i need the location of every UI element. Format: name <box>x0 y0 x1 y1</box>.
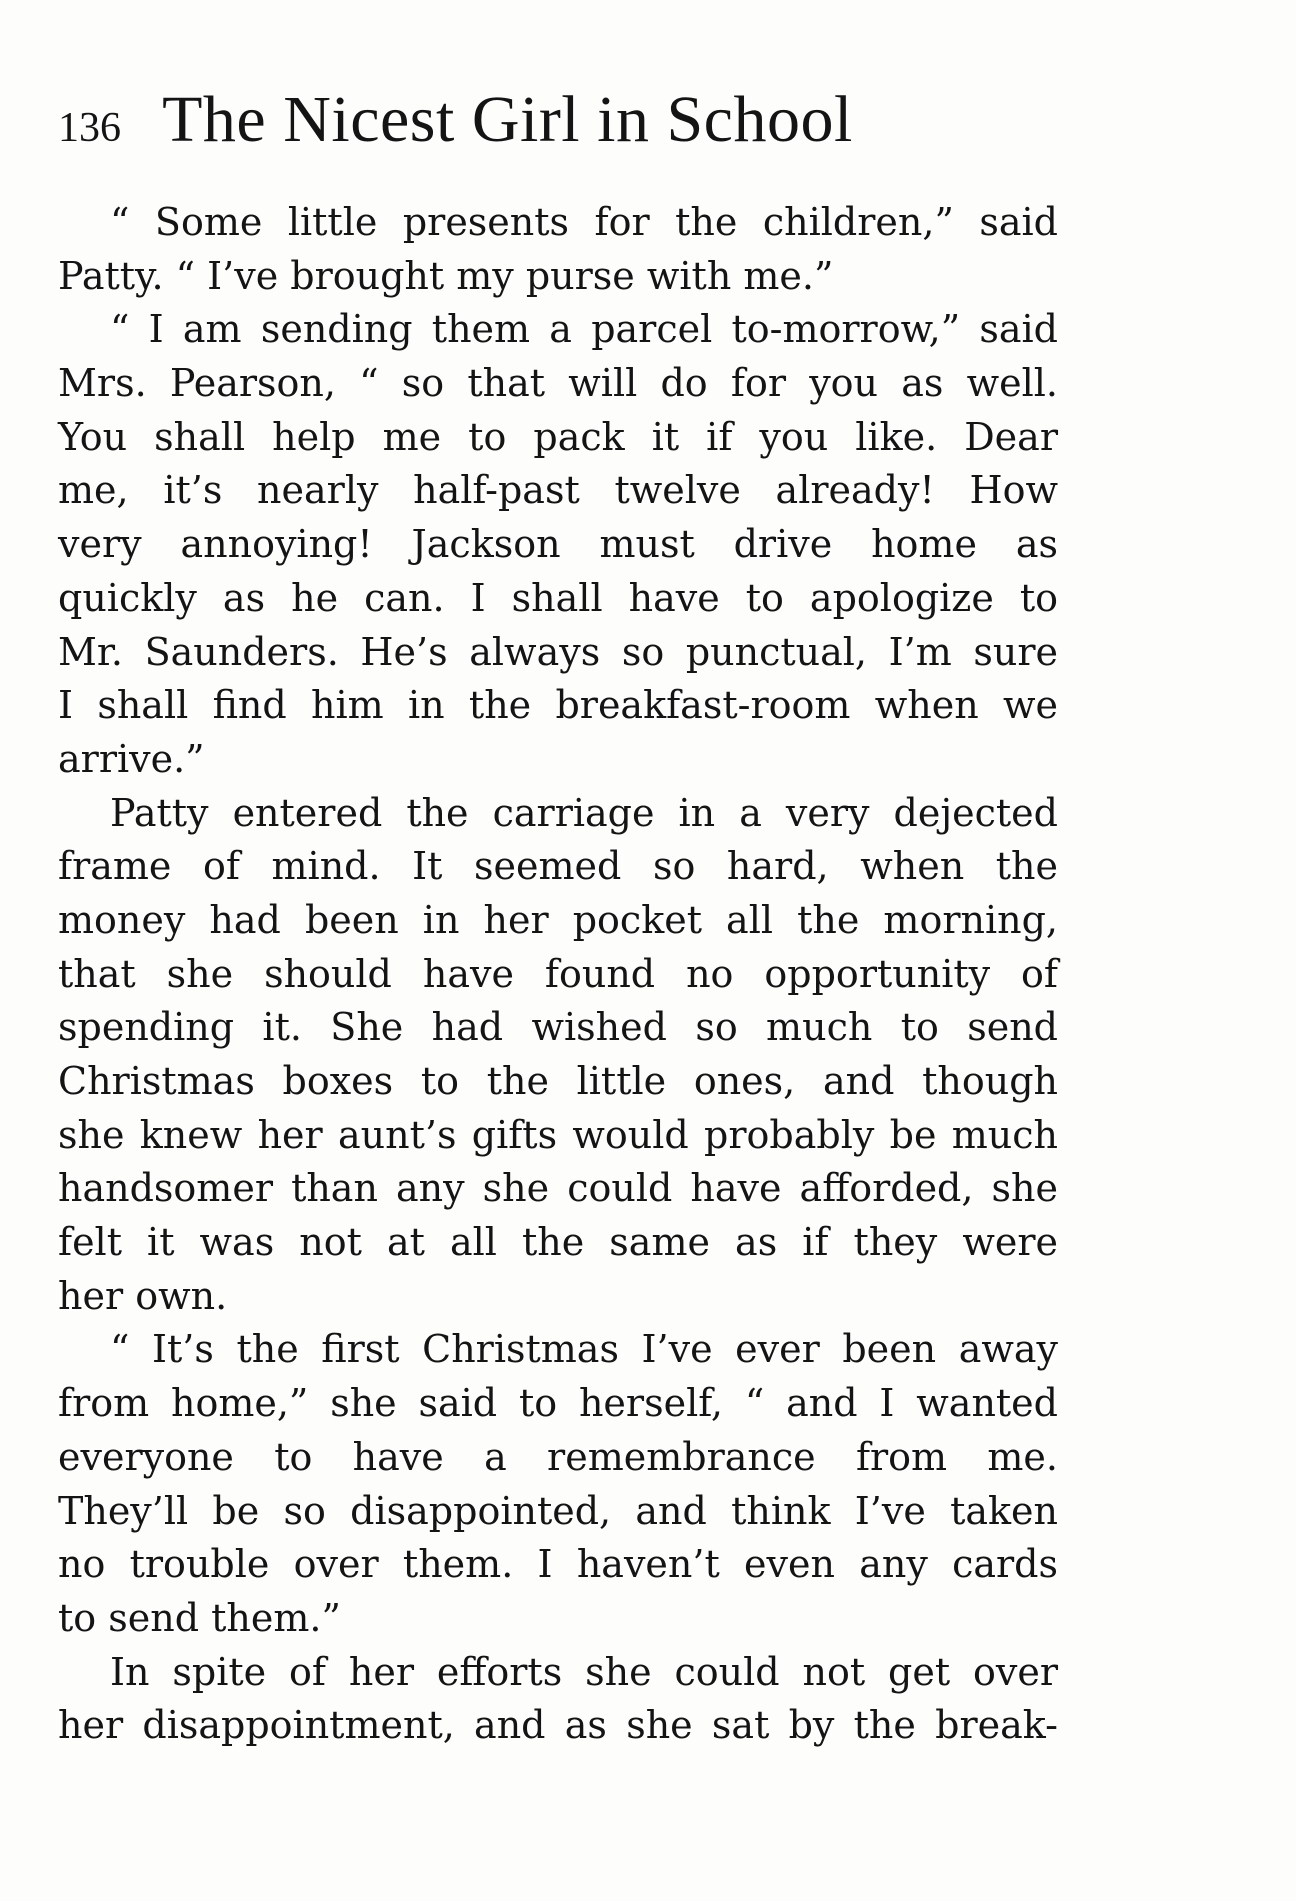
text-line: her disappointment, and as she sat by the break- <box>58 1703 1058 1748</box>
text-line: arrive.” <box>58 736 205 781</box>
text-line: In spite of her efforts she could not get over <box>110 1649 1058 1694</box>
text-line: frame of mind. It seemed so hard, when the <box>58 844 1058 889</box>
text-line: Patty entered the carriage in a very dejected <box>110 790 1058 835</box>
text-line: They’ll be so disappointed, and think I’ve taken <box>58 1488 1058 1533</box>
text-line: everyone to have a remembrance from me. <box>58 1434 1058 1479</box>
text-line: I shall find him in the breakfast-room when we <box>58 683 1058 728</box>
text-line: me, it’s nearly half-past twelve already! How <box>58 468 1058 513</box>
body-text <box>58 196 1058 1753</box>
text-line: Christmas boxes to the little ones, and though <box>58 1059 1058 1103</box>
text-line: that she should have found no opportunity of <box>58 951 1058 996</box>
text-line: from home,” she said to herself, “ and I wanted <box>58 1381 1058 1426</box>
text-line: “ I am sending them a parcel to-morrow,” said <box>110 307 1058 352</box>
text-line: “ It’s the first Christmas I’ve ever been away <box>110 1327 1058 1372</box>
text-line: felt it was not at all the same as if they were <box>58 1220 1058 1265</box>
text-line: very annoying! Jackson must drive home as <box>58 522 1058 567</box>
text-line: Mr. Saunders. He’s always so punctual, I’m sure <box>58 629 1058 674</box>
text-line: her own. <box>58 1273 228 1318</box>
text-line: money had been in her pocket all the morning, <box>58 897 1058 942</box>
running-title: The Nicest Girl in School <box>162 83 853 156</box>
text-line: Patty. “ I’ve brought my purse with me.” <box>58 253 834 298</box>
text-line: Mrs. Pearson, “ so that will do for you as well. <box>58 361 1058 406</box>
page-number: 136 <box>58 105 121 151</box>
text-line: spending it. She had wished so much to send <box>58 1005 1058 1050</box>
page-header <box>58 82 1058 162</box>
text-line: quickly as he can. I shall have to apologize to <box>58 575 1058 620</box>
text-line: to send them.” <box>58 1595 341 1640</box>
text-line: handsomer than any she could have afforded, she <box>58 1166 1058 1211</box>
text-line: no trouble over them. I haven’t even any cards <box>58 1542 1058 1587</box>
text-line: You shall help me to pack it if you like. Dear <box>58 414 1058 459</box>
text-line: “ Some little presents for the children,” said <box>110 200 1058 244</box>
text-line: she knew her aunt’s gifts would probably be much <box>58 1112 1058 1157</box>
